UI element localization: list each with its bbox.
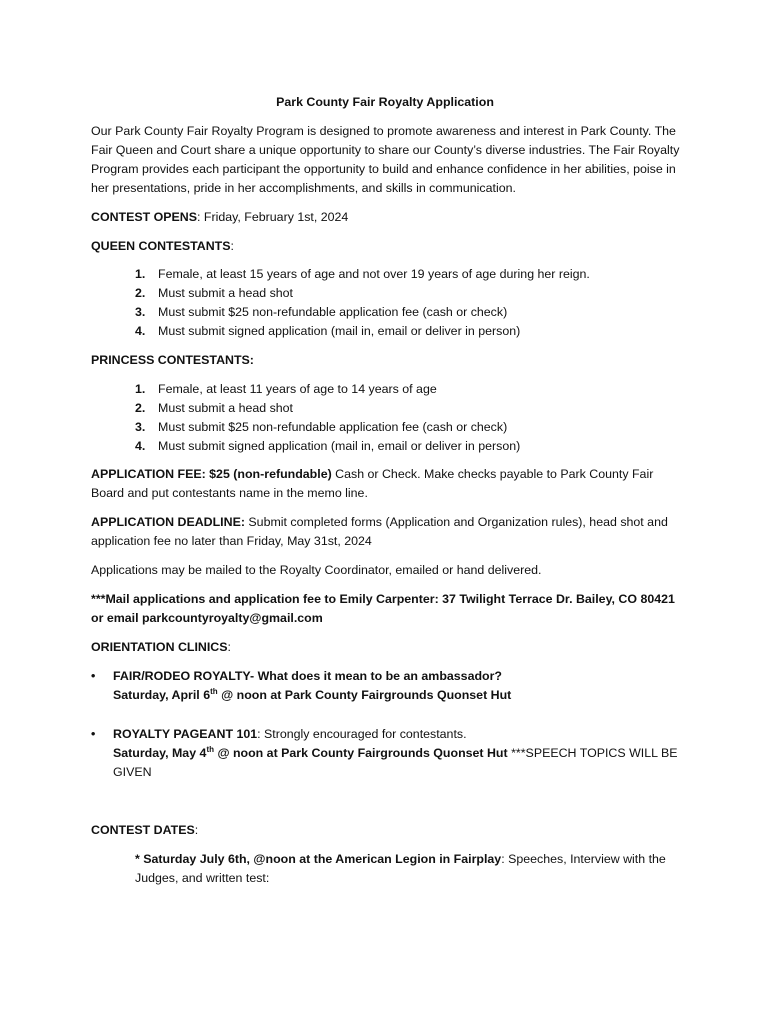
list-number: 3.	[135, 305, 146, 319]
application-fee-label: APPLICATION FEE: $25 (non-refundable)	[91, 467, 332, 481]
pageant-text: : Strongly encouraged for contestants.	[257, 727, 467, 741]
application-deadline-label: APPLICATION DEADLINE:	[91, 515, 245, 529]
contest-opens-value: : Friday, February 1st, 2024	[197, 210, 349, 224]
list-item	[91, 265, 681, 284]
location-text: @ noon at Park County Fairgrounds Quonset Hut	[214, 746, 508, 760]
orientation-item-date	[113, 686, 681, 705]
application-fee-text: Cash or Check. Make checks payable to Park County Fair Board and put contestants name in the memo line.	[91, 467, 654, 500]
date-text: Saturday, April 6	[113, 688, 211, 702]
queen-heading-colon: :	[230, 239, 234, 253]
princess-requirements-list	[91, 380, 681, 456]
bullet-icon: •	[91, 727, 96, 741]
list-item-text: Must submit a head shot	[158, 401, 293, 415]
list-item-text: Female, at least 15 years of age and not over 19 years of age during her reign.	[158, 267, 590, 281]
date-text: Saturday, May 4	[113, 746, 207, 760]
orientation-heading	[91, 638, 681, 657]
list-item	[91, 399, 681, 418]
contest-date-text: : Speeches, Interview with the Judges, and written test:	[135, 852, 666, 885]
document-title: Park County Fair Royalty Application	[276, 95, 494, 109]
contest-dates-colon: :	[194, 823, 199, 837]
date-suffix: th	[210, 686, 218, 696]
list-number: 4.	[135, 324, 146, 338]
orientation-item-pageant	[91, 725, 681, 782]
date-suffix: th	[206, 744, 214, 754]
location-text: @ noon at Park County Fairgrounds Quonset Hut	[217, 688, 512, 702]
list-item	[91, 322, 681, 341]
list-item	[91, 303, 681, 322]
orientation-heading-colon: :	[227, 640, 231, 654]
orientation-heading-label: ORIENTATION CLINICS	[91, 640, 228, 654]
list-item	[91, 437, 681, 456]
application-deadline-text: Submit completed forms (Application and Organization rules), head shot and application fee no later than Friday, May 31st, 2024	[91, 515, 668, 548]
list-item	[91, 284, 681, 303]
mail-instructions: ***Mail applications and application fee to Emily Carpenter: 37 Twilight Terrace Dr. Bailey, CO 80421 or email parkcountyroyalty@gmail.com	[91, 592, 675, 625]
orientation-item-date	[113, 744, 681, 782]
intro-paragraph: Our Park County Fair Royalty Program is designed to promote awareness and interest in Park County. The Fair Queen and Court share a unique opportunity to share our County’s diverse industries. The Fair Royalty Program provides each participant the opportunity to build and enhance confidence in her abilities, poise in her presentations, pride in her accomplishments, and skills in communication.	[91, 124, 680, 195]
queen-heading-label: QUEEN CONTESTANTS	[91, 239, 231, 253]
queen-heading	[91, 237, 681, 256]
contest-dates-heading	[91, 821, 681, 840]
contest-date-label: * Saturday July 6th, @noon at the American Legion in Fairplay	[135, 852, 502, 866]
list-item-text: Must submit signed application (mail in, email or deliver in person)	[158, 324, 521, 338]
contest-date-item	[135, 850, 680, 888]
list-item-text: Female, at least 11 years of age to 14 years of age	[158, 382, 437, 396]
mailing-note: Applications may be mailed to the Royalty Coordinator, emailed or hand delivered.	[91, 563, 542, 577]
list-item	[91, 380, 681, 399]
list-number: 2.	[135, 286, 146, 300]
contest-opens	[91, 208, 681, 227]
list-item-text: Must submit $25 non-refundable application fee (cash or check)	[158, 305, 508, 319]
list-item-text: Must submit a head shot	[158, 286, 293, 300]
princess-heading: PRINCESS CONTESTANTS:	[91, 353, 254, 367]
list-number: 3.	[135, 420, 146, 434]
bullet-icon: •	[91, 669, 96, 683]
list-item-text: Must submit signed application (mail in, email or deliver in person)	[158, 439, 521, 453]
list-number: 2.	[135, 401, 146, 415]
list-item-text: Must submit $25 non-refundable application fee (cash or check)	[158, 420, 508, 434]
orientation-item-title	[113, 725, 681, 744]
application-fee	[91, 465, 681, 503]
contest-opens-label: CONTEST OPENS	[91, 210, 198, 224]
speech-topics-note: ***SPEECH TOPICS WILL BE GIVEN	[113, 746, 678, 779]
orientation-item-fair-rodeo	[91, 667, 681, 705]
list-number: 4.	[135, 439, 146, 453]
pageant-label: ROYALTY PAGEANT 101	[113, 727, 258, 741]
contest-dates-label: CONTEST DATES	[91, 823, 195, 837]
list-number: 1.	[135, 267, 146, 281]
application-deadline	[91, 513, 681, 551]
queen-requirements-list	[91, 265, 681, 341]
orientation-item-title: FAIR/RODEO ROYALTY- What does it mean to be an ambassador?	[113, 669, 502, 683]
list-number: 1.	[135, 382, 146, 396]
list-item	[91, 418, 681, 437]
